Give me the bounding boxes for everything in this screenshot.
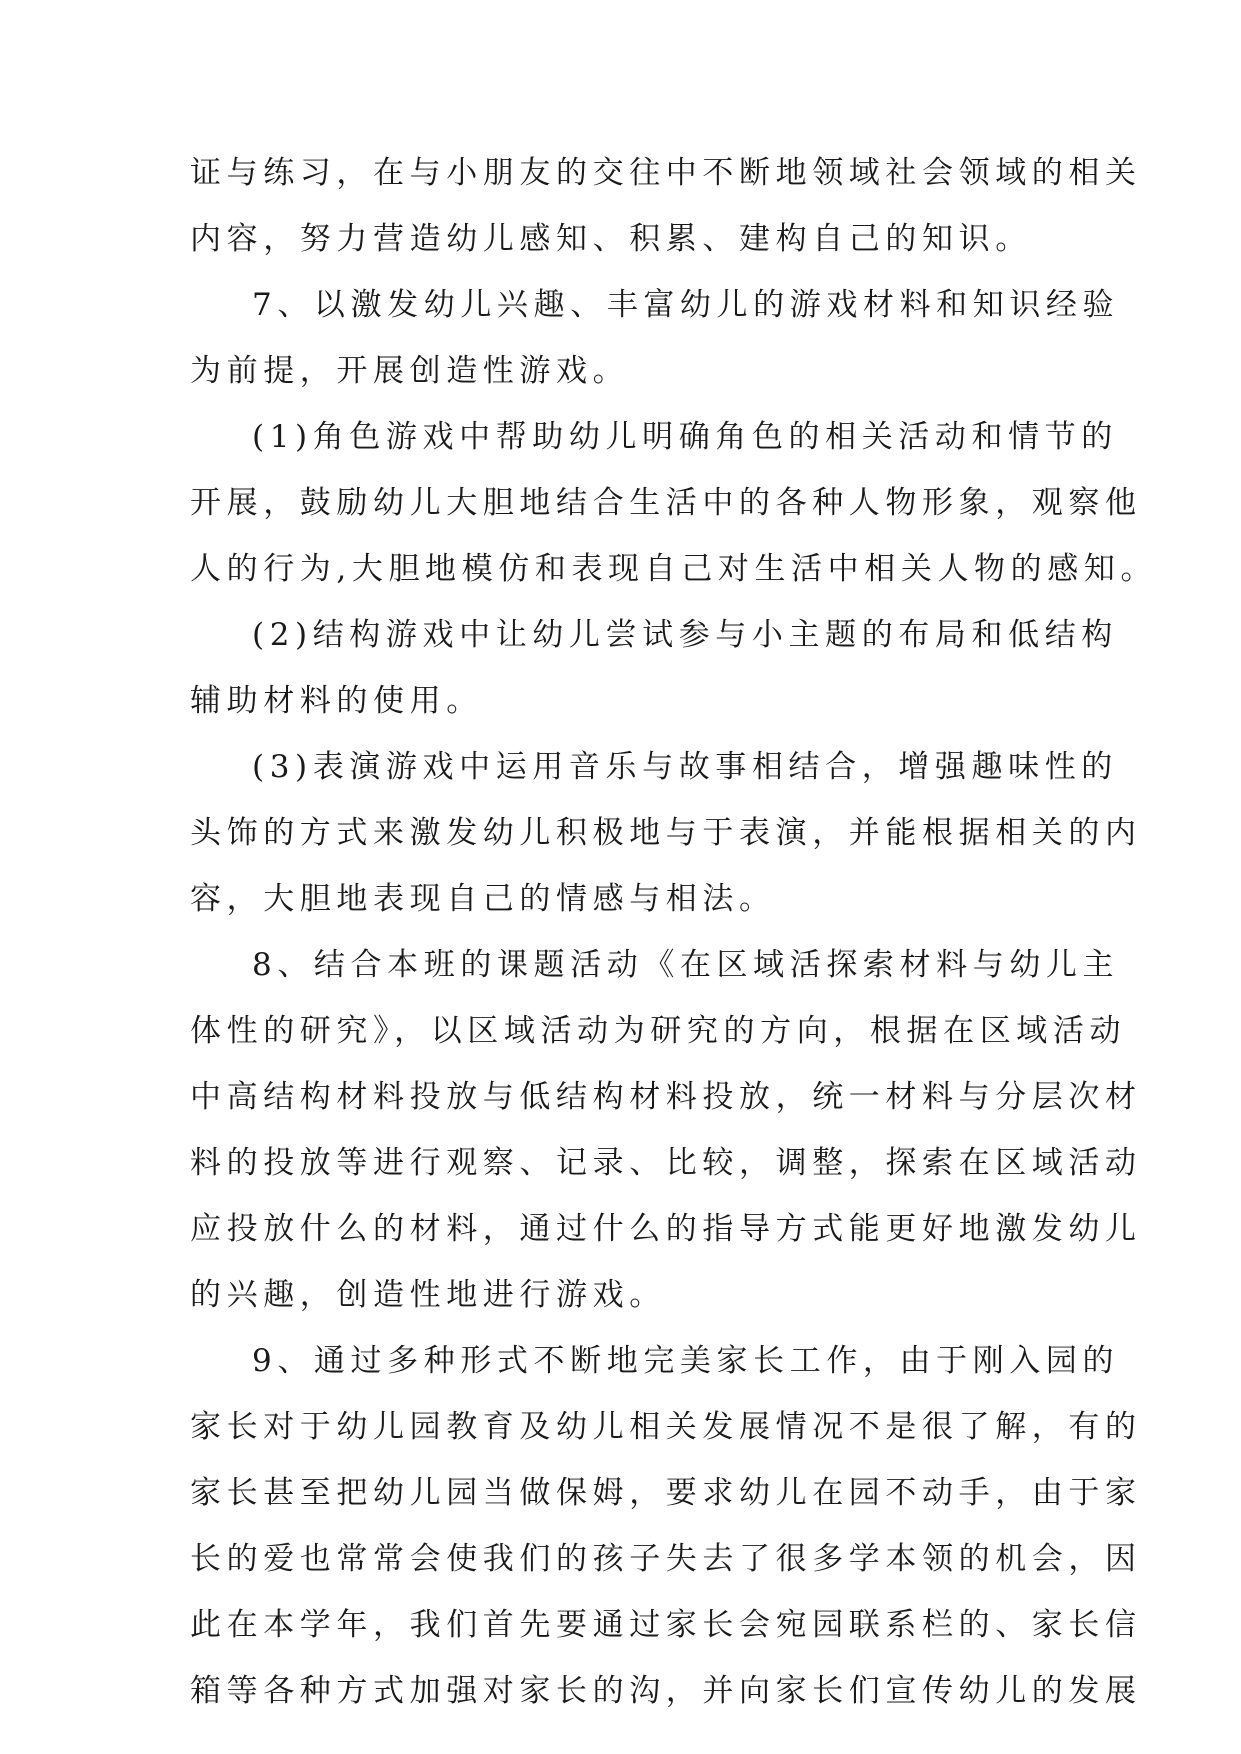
text-line: 为前提，开展创造性游戏。 (190, 353, 630, 389)
text-line: 家长甚至把幼儿园当做保姆，要求幼儿在园不动手，由于家 (190, 1475, 1142, 1511)
text-line: 应投放什么的材料，通过什么的指导方式能更好地激发幼儿 (190, 1211, 1142, 1247)
text-line: 开展，鼓励幼儿大胆地结合生活中的各种人物形象，观察他 (190, 485, 1142, 521)
paragraph-start-line: 8、结合本班的课题活动《在区域活探索材料与幼儿主 (252, 947, 1120, 983)
paragraph-start-line: (3)表演游戏中运用音乐与故事相结合，增强趣味性的 (252, 749, 1118, 785)
text-line: 此在本学年，我们首先要通过家长会宛园联系栏的、家长信 (190, 1607, 1142, 1643)
document-page (190, 140, 1158, 1724)
text-line: 容，大胆地表现自己的情感与相法。 (190, 881, 776, 917)
text-line: 长的爱也常常会使我们的孩子失去了很多学本领的机会，因 (190, 1541, 1142, 1577)
text-line: 人的行为,大胆地模仿和表现自己对生活中相关人物的感知。 (190, 551, 1158, 587)
text-line: 中高结构材料投放与低结构材料投放，统一材料与分层次材 (190, 1079, 1142, 1115)
paragraph-start-line: 9、通过多种形式不断地完美家长工作，由于刚入园的 (252, 1343, 1120, 1379)
text-line: 料的投放等进行观察、记录、比较，调整，探索在区域活动 (190, 1145, 1142, 1181)
text-line: 头饰的方式来激发幼儿积极地与于表演，并能根据相关的内 (190, 815, 1142, 851)
paragraph-start-line: (2)结构游戏中让幼儿尝试参与小主题的布局和低结构 (252, 617, 1118, 653)
text-line: 内容，努力营造幼儿感知、积累、建构自己的知识。 (190, 221, 1032, 257)
text-line: 箱等各种方式加强对家长的沟，并向家长们宣传幼儿的发展 (190, 1673, 1142, 1709)
text-line: 的兴趣，创造性地进行游戏。 (190, 1277, 666, 1313)
text-line: 辅助材料的使用。 (190, 683, 483, 719)
text-line: 证与练习，在与小朋友的交往中不断地领域社会领域的相关 (190, 155, 1142, 191)
paragraph-start-line: 7、以激发幼儿兴趣、丰富幼儿的游戏材料和知识经验 (252, 287, 1120, 323)
paragraph-start-line: (1)角色游戏中帮助幼儿明确角色的相关活动和情节的 (252, 419, 1118, 455)
text-line: 家长对于幼儿园教育及幼儿相关发展情况不是很了解，有的 (190, 1409, 1142, 1445)
text-line: 体性的研究》，以区域活动为研究的方向，根据在区域活动 (190, 1013, 1127, 1049)
